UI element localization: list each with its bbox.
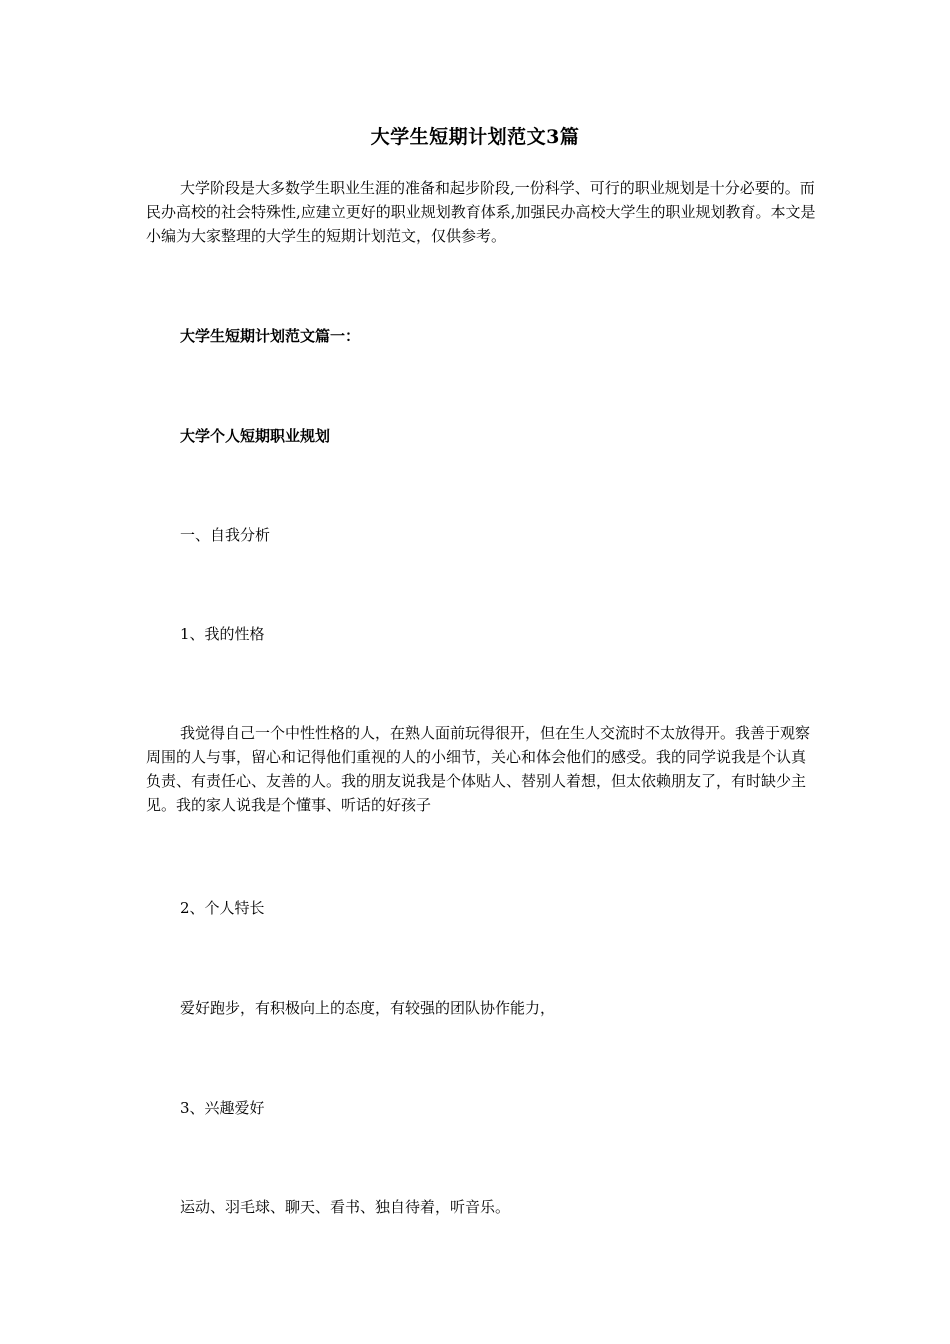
- document-title: 大学生短期计划范文3篇: [370, 126, 580, 148]
- item2-text: 爱好跑步，有积极向上的态度，有较强的团队协作能力，: [180, 999, 556, 1017]
- section-heading: 大学生短期计划范文篇一：: [180, 327, 361, 345]
- item1-text: 我觉得自己一个中性性格的人，在熟人面前玩得很开，但在生人交流时不太放得开。我善于观察周围的人与事，留心和记得他们重视的人的小细节，关心和体会他们的感受。我的同学说我是个认真负责、有责任心、友善的人。我的朋友说我是个体贴人、替别人着想，但太依赖朋友了，有时缺少主见。我的家人说我是个懂事、听话的好孩子: [146, 724, 811, 814]
- item3-text: 运动、羽毛球、聊天、看书、独自待着，听音乐。: [180, 1198, 511, 1216]
- sub-heading: 大学个人短期职业规划: [180, 427, 331, 445]
- item1-paragraph: [146, 721, 816, 817]
- intro-text: 大学阶段是大多数学生职业生涯的准备和起步阶段,一份科学、可行的职业规划是十分必要的。而民办高校的社会特殊性,应建立更好的职业规划教育体系,加强民办高校大学生的职业规划教育。本文是小编为大家整理的大学生的短期计划范文，仅供参考。: [146, 179, 816, 245]
- item1-title: 1、我的性格: [180, 625, 265, 643]
- intro-paragraph: [146, 176, 816, 248]
- part1-title: 一、自我分析: [180, 526, 271, 544]
- item2-title: 2、个人特长: [180, 899, 265, 917]
- item3-title: 3、兴趣爱好: [180, 1099, 265, 1117]
